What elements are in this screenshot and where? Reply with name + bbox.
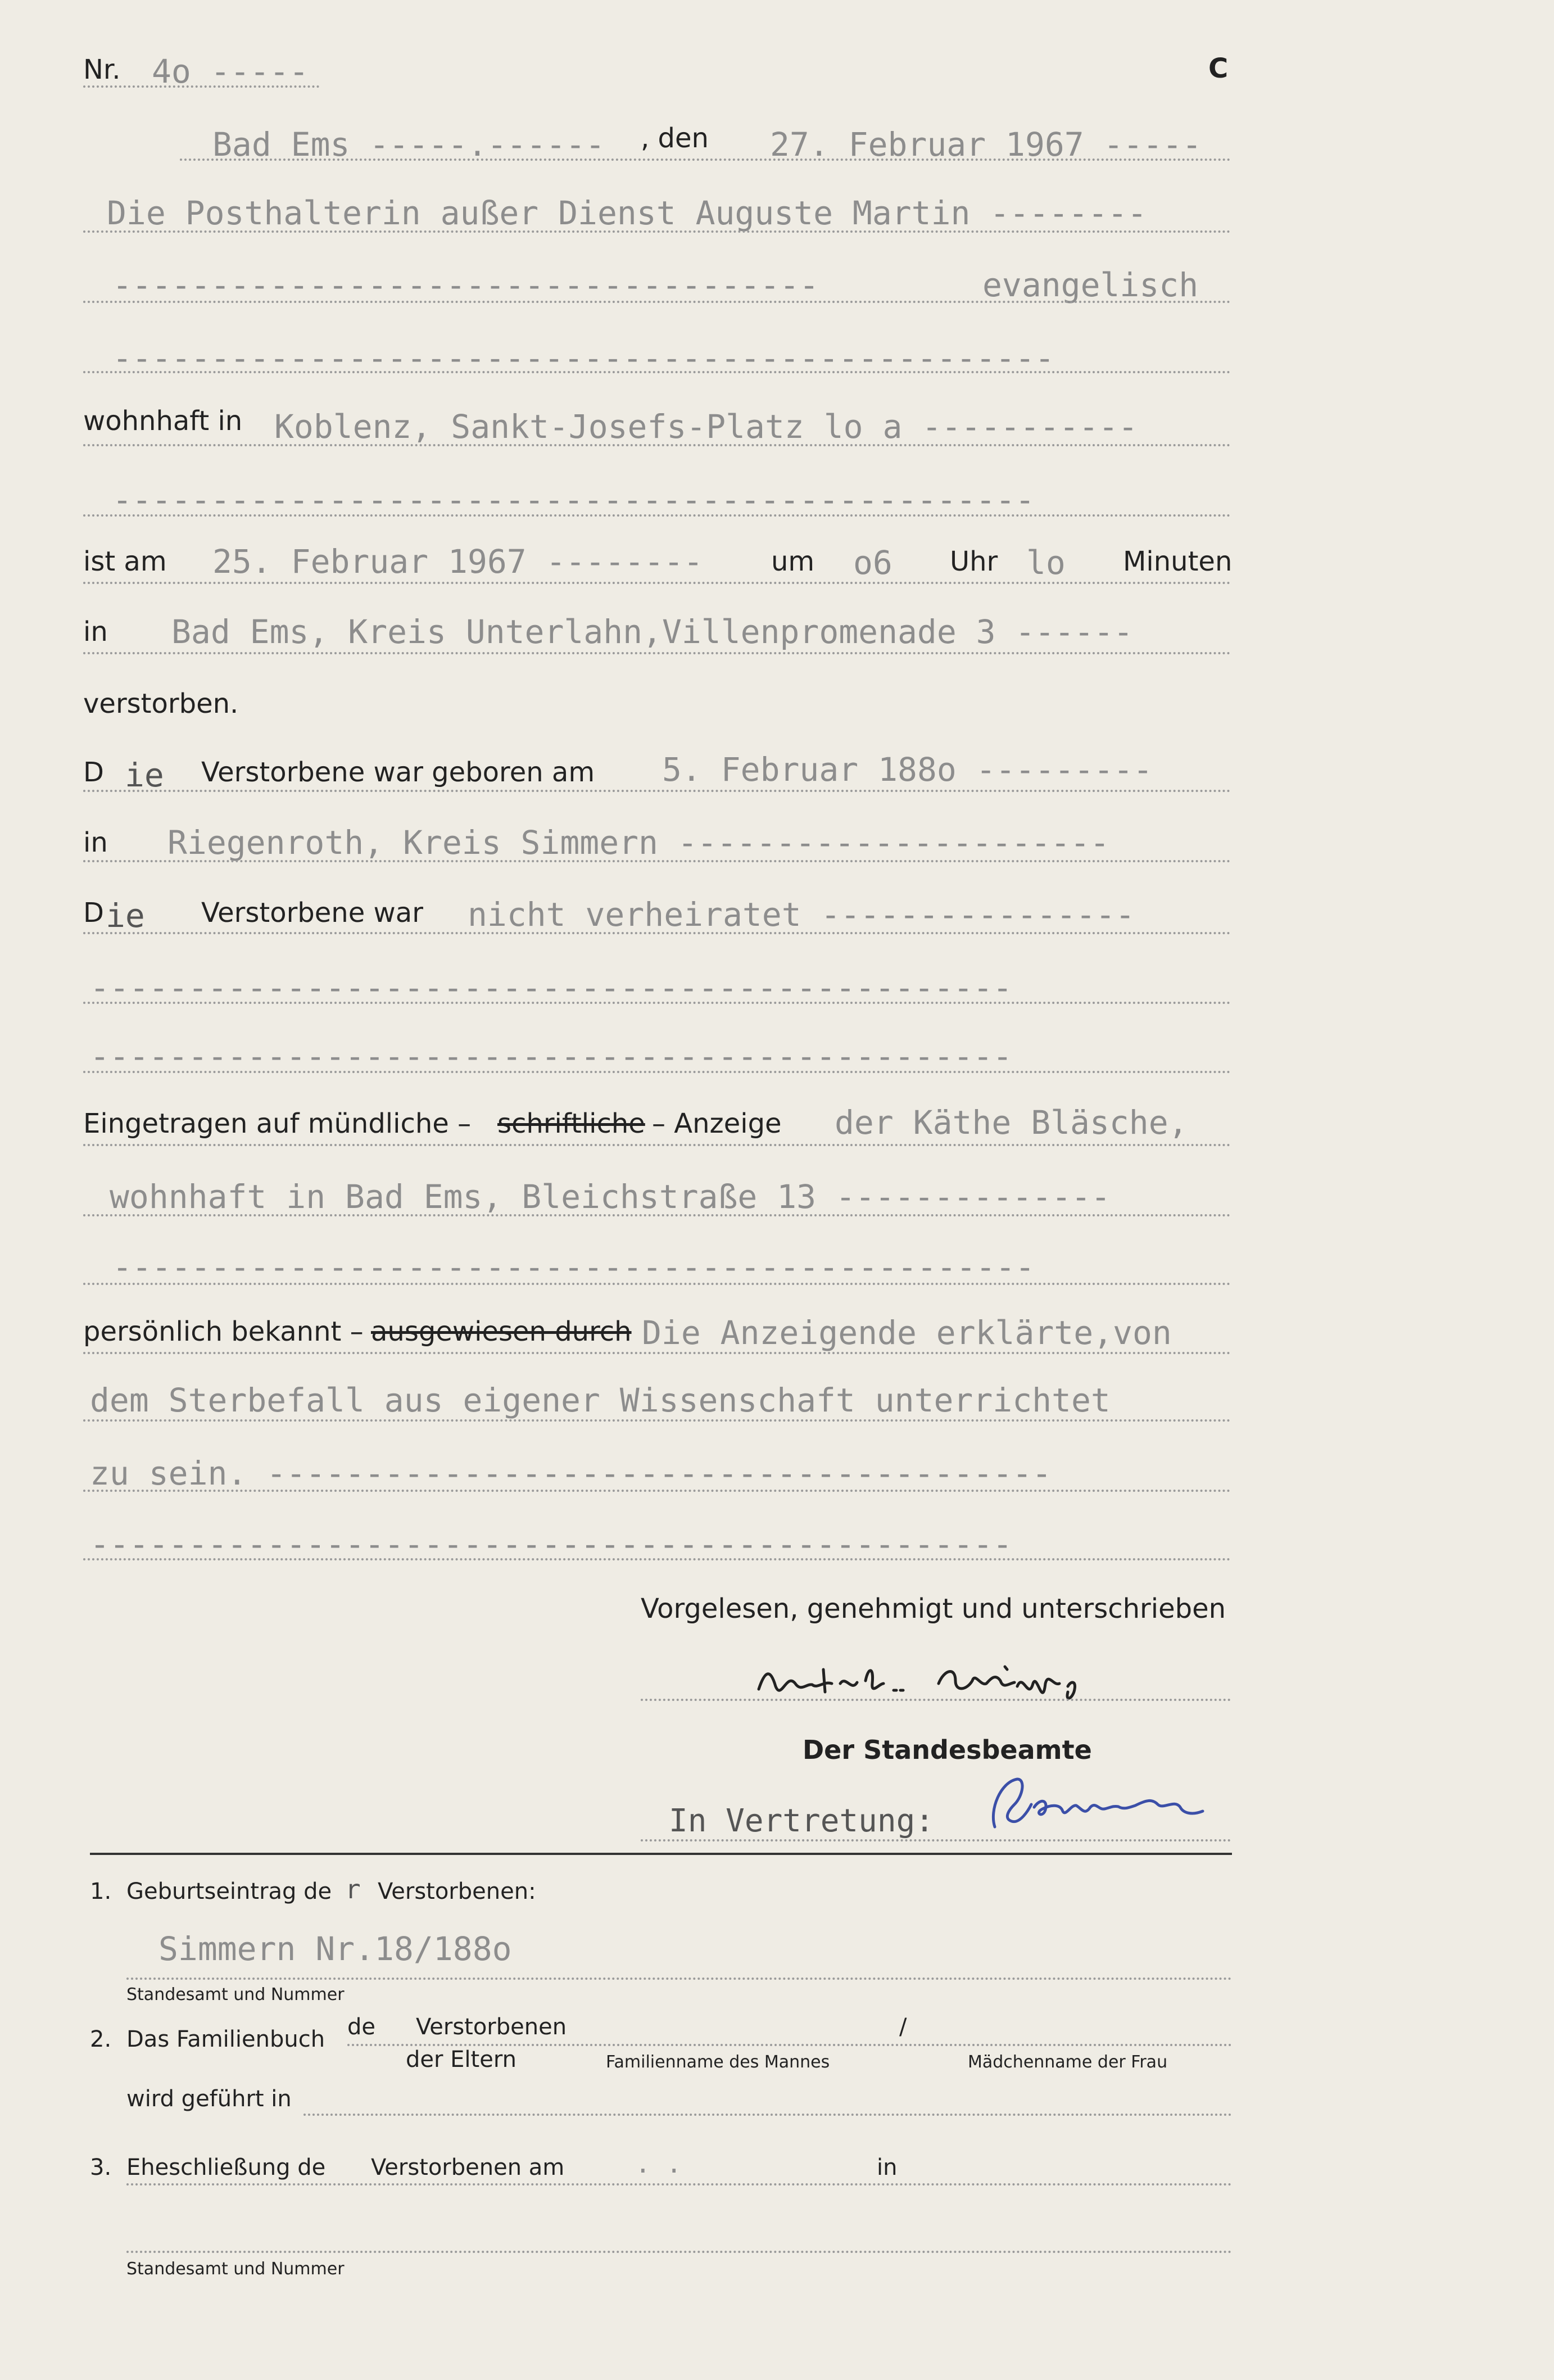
form-letter: C (1208, 53, 1229, 84)
footnote-3-num: 3. (90, 2155, 112, 2180)
birth-in-label: in (83, 827, 108, 858)
identity-dotted-4 (83, 1558, 1231, 1560)
residence-label: wohnhaft in (83, 405, 243, 437)
marital-dotted-3 (83, 1071, 1231, 1073)
footnote-2-line (347, 2044, 1232, 2046)
read-approved-label: Vorgelesen, genehmigt und unterschrieben (641, 1593, 1226, 1625)
footnote-3-line-2 (126, 2251, 1232, 2253)
death-place-dotted (83, 652, 1231, 654)
birth-place-dotted (83, 860, 1231, 862)
footnote-2-num: 2. (90, 2026, 112, 2052)
marital-dotted-2 (83, 1002, 1231, 1004)
uhr-label: Uhr (950, 546, 998, 577)
report-label-strike: schriftliche (497, 1108, 645, 1139)
signature-registrar-line (641, 1839, 1231, 1841)
footnote-1-label-r: r (345, 1874, 361, 1904)
footnote-2-slash: / (899, 2014, 907, 2040)
deceased-line-1: Die Posthalterin außer Dienst Auguste Martin -------- (107, 194, 1147, 232)
residence-dotted-2 (83, 514, 1231, 517)
marital-dotted-1 (83, 932, 1231, 934)
um-label: um (771, 546, 815, 577)
place-value: Bad Ems -----.------ (212, 125, 605, 164)
nr-line (83, 85, 319, 88)
footnote-separator (90, 1853, 1232, 1855)
footnote-2-familienname-caption: Familienname des Mannes (606, 2052, 830, 2072)
report-line-3: ----------------------------------------------- (112, 1248, 1035, 1286)
identity-value-2: dem Sterbefall aus eigener Wissenschaft unterrichtet (90, 1381, 1111, 1419)
minuten-label: Minuten (1123, 546, 1233, 577)
birth-date-dotted (83, 790, 1231, 792)
footnote-3-verstorbenen-am: Verstorbenen am (371, 2155, 565, 2180)
nr-value: 4o ----- (152, 52, 309, 91)
date-value: 27. Februar 1967 ----- (770, 125, 1202, 164)
marital-d-label: D (83, 897, 104, 929)
deceased-line-3: ------------------------------------------------ (112, 339, 1055, 377)
footnote-2-verstorbenen: Verstorbenen (416, 2014, 567, 2040)
footnote-1-label-a: Geburtseintrag de (126, 1879, 332, 1904)
identity-label-strike: ausgewiesen durch (371, 1316, 632, 1347)
footnote-2-wird: wird geführt in (126, 2086, 292, 2112)
death-hour-value: o6 (853, 544, 892, 582)
footnote-1-label-b: Verstorbenen: (378, 1879, 536, 1904)
deceased-dotted-1 (83, 230, 1231, 233)
identity-dotted-1 (83, 1352, 1231, 1354)
residence-line-2: ----------------------------------------------- (112, 481, 1035, 519)
footnote-3-caption: Standesamt und Nummer (126, 2259, 345, 2279)
deceased-dotted-2 (83, 301, 1231, 303)
identity-label-a: persönlich bekannt – (83, 1316, 364, 1347)
report-label-a: Eingetragen auf mündliche – (83, 1108, 472, 1139)
report-value-1: der Käthe Bläsche, (835, 1103, 1188, 1142)
birth-d-label: D (83, 757, 104, 788)
footnote-3-in: in (877, 2155, 898, 2180)
report-dotted-3 (83, 1283, 1231, 1285)
death-place-value: Bad Ems, Kreis Unterlahn,Villenpromenade 3 ------ (171, 613, 1134, 651)
deceased-dotted-3 (83, 371, 1231, 373)
death-date-value: 25. Februar 1967 -------- (212, 542, 703, 581)
birth-place-value: Riegenroth, Kreis Simmern ---------------------- (167, 824, 1110, 862)
report-value-2: wohnhaft in Bad Ems, Bleichstraße 13 -------------- (110, 1178, 1111, 1216)
ist-am-label: ist am (83, 546, 167, 577)
report-dotted-1 (83, 1144, 1231, 1146)
footnote-3-line-1 (126, 2183, 1232, 2186)
den-label: , den (641, 123, 709, 154)
footnote-3-dots: . . (635, 2148, 682, 2179)
marital-value: nicht verheiratet ---------------- (468, 895, 1135, 934)
verstorben-label: verstorben. (83, 688, 239, 720)
footnote-2-eltern: der Eltern (406, 2047, 517, 2073)
birth-label: Verstorbene war geboren am (201, 757, 595, 788)
footnote-1-num: 1. (90, 1879, 112, 1904)
registrar-label: Der Standesbeamte (803, 1735, 1092, 1765)
report-dotted-2 (83, 1214, 1231, 1216)
nr-label: Nr. (83, 54, 121, 85)
deceased-line-2: ------------------------------------ (112, 266, 819, 304)
marital-line-2: ----------------------------------------------- (90, 969, 1013, 1007)
footnote-2-label: Das Familienbuch (126, 2026, 325, 2052)
footnote-1-line (126, 1978, 1232, 1980)
death-time-dotted (83, 582, 1231, 584)
in-vertretung-label: In Vertretung: (669, 1803, 935, 1839)
place-date-line (180, 159, 1231, 161)
marital-d-suffix: ie (106, 897, 145, 935)
identity-dotted-3 (83, 1490, 1231, 1492)
footnote-1-caption: Standesamt und Nummer (126, 1985, 345, 2005)
marital-label: Verstorbene war (201, 897, 423, 929)
footnote-2-maedchenname-caption: Mädchenname der Frau (968, 2052, 1168, 2072)
identity-value-1: Die Anzeigende erklärte,von (642, 1314, 1172, 1352)
marital-line-3: ----------------------------------------------- (90, 1037, 1013, 1075)
birth-d-suffix: ie (125, 756, 164, 794)
report-label-b: – Anzeige (652, 1108, 782, 1139)
birth-date-value: 5. Februar 188o --------- (662, 750, 1153, 789)
identity-dotted-2 (83, 1419, 1231, 1422)
residence-value: Koblenz, Sankt-Josefs-Platz lo a ----------- (274, 408, 1138, 446)
residence-dotted-1 (83, 444, 1231, 446)
footnote-1-value: Simmern Nr.18/188o (158, 1930, 512, 1968)
footnote-2-de: de (347, 2014, 375, 2040)
signature-registrar (978, 1765, 1248, 1844)
identity-value-3: zu sein. ---------------------------------------- (90, 1454, 1052, 1492)
signature-reporter-line (641, 1699, 1231, 1701)
signature-reporter (753, 1650, 1180, 1717)
footnote-2-wird-line (303, 2114, 1232, 2116)
religion-value: evangelisch (982, 266, 1199, 304)
death-minutes-value: lo (1026, 544, 1066, 582)
death-in-label: in (83, 616, 108, 648)
footnote-3-label: Eheschließung de (126, 2155, 326, 2180)
identity-line-4: ----------------------------------------------- (90, 1525, 1013, 1563)
